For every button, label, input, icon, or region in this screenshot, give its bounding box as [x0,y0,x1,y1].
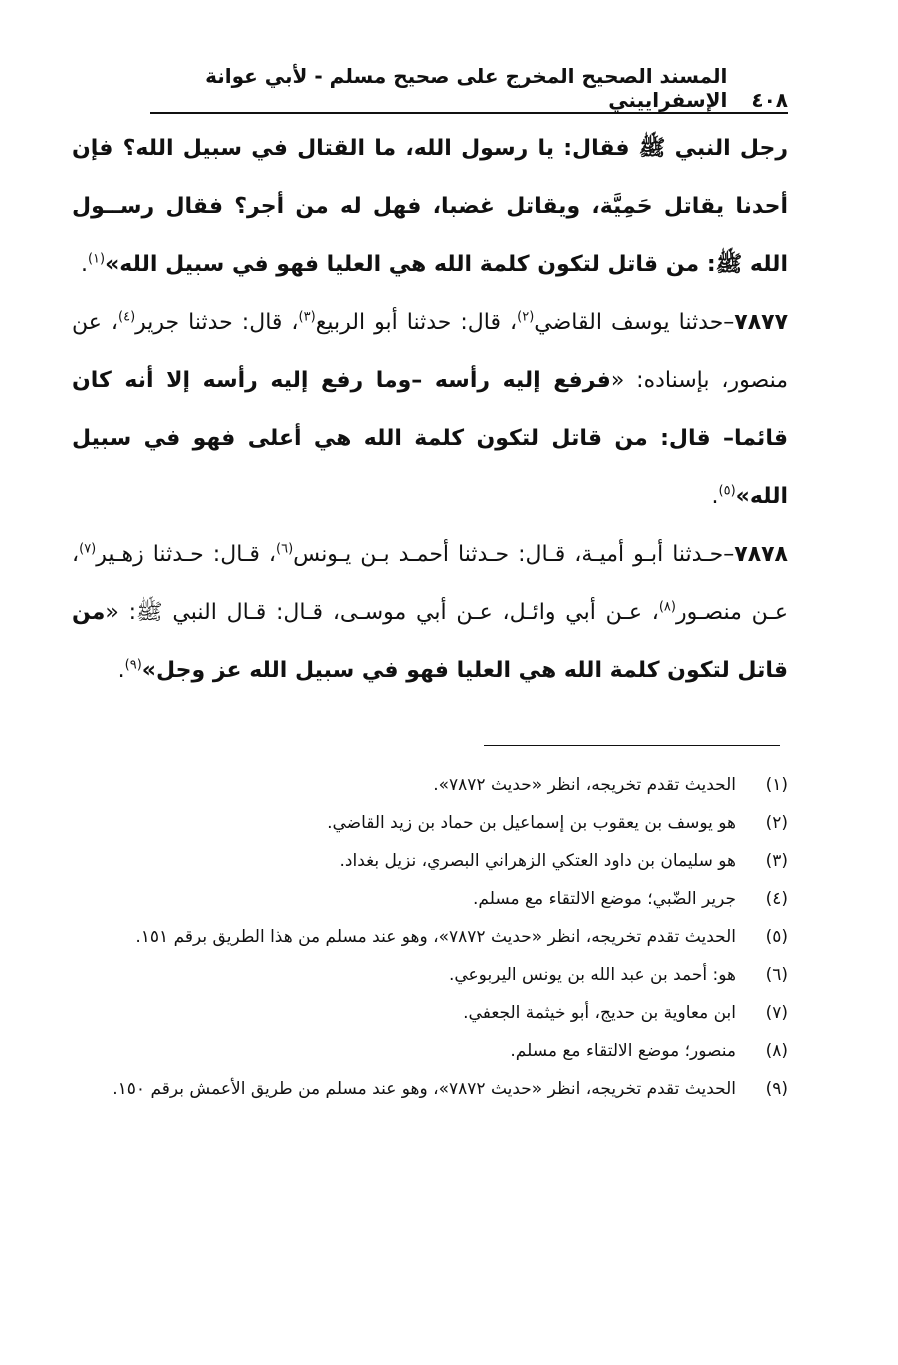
isnad-text: ، قال: حدثنا أبو الربيع [315,310,518,335]
isnad-text: –حدثنا يوسف القاضي [534,310,735,335]
footnote-number: (٨) [765,1041,788,1061]
footnote-ref: (٣) [298,309,316,325]
footnote-ref: (٥) [718,483,736,499]
paragraph-7877 [72,294,788,526]
footnote-text: الحديث تقدم تخريجه، انظر «حديث ٧٨٧٢». [433,775,736,795]
isnad-text: –حـدثنا أبـو أميـة، قـال: حـدثنا أحمـد بـن يـونس [293,542,735,567]
footnote-item [72,806,788,840]
footnote-text: الحديث تقدم تخريجه، انظر «حديث ٧٨٧٢»، وهو عند مسلم من طريق الأعمش برقم ١٥٠. [112,1079,736,1099]
footnote-item [72,996,788,1030]
footnote-number: (١) [765,775,788,795]
punctuation: . [117,658,125,683]
paragraph-7878 [72,526,788,700]
paragraph-1 [72,120,788,294]
matn-text: من قاتل لتكون كلمة الله هي العليا فهو في سبيل الله عز وجل» [72,600,788,683]
hadith-number: ٧٨٧٧ [734,310,789,335]
footnote-ref: (٢) [517,309,535,325]
footnote-text: الحديث تقدم تخريجه، انظر «حديث ٧٨٧٢»، وهو عند مسلم من هذا الطريق برقم ١٥١. [135,927,736,947]
footnote-item [72,1034,788,1068]
footnote-item [72,920,788,954]
footnote-text: هو: أحمد بن عبد الله بن يونس اليربوعي. [448,965,736,985]
footnote-number: (٢) [765,813,788,833]
isnad-text: ، عـن منصـور [72,542,789,625]
footnote-separator [484,745,780,746]
footnote-number: (٤) [765,889,788,909]
isnad-text: ، قال: حدثنا جرير [135,310,299,335]
footnote-number: (٣) [765,851,788,871]
footnote-ref: (٧) [79,541,97,557]
footnote-ref: (٦) [276,541,294,557]
footnote-text: منصور؛ موضع الالتقاء مع مسلم. [510,1041,736,1061]
isnad-text: ، عن منصور، بإسناده: « [72,310,789,393]
footnote-ref: (٨) [658,599,676,615]
footnote-number: (٩) [765,1079,788,1099]
footnote-number: (٦) [765,965,788,985]
footnote-number: (٥) [765,927,788,947]
footnote-item [72,1072,788,1106]
matn-text: فرفع إليه رأسه –وما رفع إليه رأسه إلا أنه كان قائما– قال: من قاتل لتكون كلمة الله هي أعلى فهو في سبيل الله» [72,368,788,509]
footnotes [72,768,788,1110]
footnote-text: هو سليمان بن داود العتكي الزهراني البصري، نزيل بغداد. [339,851,736,871]
footnote-text: جرير الضّبي؛ موضع الالتقاء مع مسلم. [472,889,736,909]
footnote-item [72,844,788,878]
footnote-text: هو يوسف بن يعقوب بن إسماعيل بن حماد بن زيد القاضي. [327,813,736,833]
footnote-item [72,958,788,992]
footnote-text: ابن معاوية بن حديج، أبو خيثمة الجعفي. [463,1003,736,1023]
punctuation: . [80,252,88,277]
hadith-number: ٧٨٧٨ [734,542,788,567]
footnote-ref: (١) [87,251,106,267]
page-number: ٤٠٨ [751,88,788,112]
footnote-ref: (٩) [124,657,142,673]
main-text [72,120,788,700]
footnote-item [72,882,788,916]
punctuation: . [711,484,719,509]
footnote-number: (٧) [765,1003,788,1023]
footnote-ref: (٤) [118,309,136,325]
isnad-text: ، عـن أبي وائـل، عـن أبي موسـى، قـال: قـال النبي ﷺ: « [105,600,659,625]
isnad-text: ، قـال: حـدثنا زهـير [96,542,276,567]
hadith-text: رجل النبي ﷺ فقال: يا رسول الله، ما القتال في سبيل الله؟ فإن أحدنا يقاتل حَمِيَّة، ويقاتل غضبا، فهل له من أجر؟ فقال رســول الله ﷺ: من قاتل لتكون كلمة الله هي العليا فهو في سبيل الله» [72,136,788,277]
running-header [150,64,788,114]
header-title: المسند الصحيح المخرج على صحيح مسلم - لأبي عوانة الإسفراييني [205,64,728,112]
footnote-item [72,768,788,802]
